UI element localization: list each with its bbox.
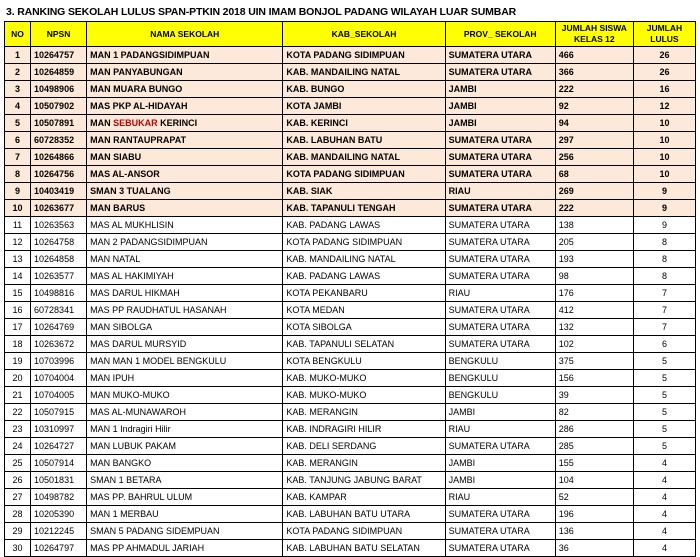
cell-prov-sekolah: SUMATERA UTARA — [445, 217, 555, 234]
cell-jumlah-siswa: 222 — [555, 81, 633, 98]
cell-jumlah-lulus: 5 — [633, 438, 695, 455]
cell-no: 3 — [5, 81, 31, 98]
cell-prov-sekolah: JAMBI — [445, 404, 555, 421]
table-row — [5, 353, 696, 370]
cell-no: 23 — [5, 421, 31, 438]
table-row — [5, 47, 696, 64]
cell-no: 30 — [5, 540, 31, 557]
cell-jumlah-siswa: 132 — [555, 319, 633, 336]
cell-npsn: 10498782 — [31, 489, 87, 506]
nama-highlighted-word: SEBUKAR — [113, 117, 158, 128]
cell-prov-sekolah: SUMATERA UTARA — [445, 251, 555, 268]
table-row — [5, 404, 696, 421]
column-header-prov-sekolah: PROV_ SEKOLAH — [445, 22, 555, 47]
cell-nama-sekolah: MAS AL-ANSOR — [87, 166, 283, 183]
column-header-no: NO — [5, 22, 31, 47]
cell-prov-sekolah: JAMBI — [445, 455, 555, 472]
cell-nama-sekolah: MAS AL MUKHLISIN — [87, 217, 283, 234]
cell-kab-sekolah: KAB. KERINCI — [283, 115, 445, 132]
cell-jumlah-lulus: 12 — [633, 98, 695, 115]
table-row — [5, 319, 696, 336]
jumlah-lulus-line1: JUMLAH — [646, 23, 683, 33]
cell-npsn: 10498906 — [31, 81, 87, 98]
cell-npsn: 60728341 — [31, 302, 87, 319]
cell-prov-sekolah: SUMATERA UTARA — [445, 506, 555, 523]
table-row — [5, 98, 696, 115]
cell-prov-sekolah: JAMBI — [445, 472, 555, 489]
cell-nama-sekolah: MAN 1 Indragiri Hilir — [87, 421, 283, 438]
cell-prov-sekolah: JAMBI — [445, 98, 555, 115]
cell-no: 8 — [5, 166, 31, 183]
table-row — [5, 421, 696, 438]
cell-kab-sekolah: KOTA MEDAN — [283, 302, 445, 319]
cell-prov-sekolah: BENGKULU — [445, 387, 555, 404]
cell-npsn: 10263677 — [31, 200, 87, 217]
cell-jumlah-lulus: 10 — [633, 132, 695, 149]
cell-nama-sekolah: MAN PANYABUNGAN — [87, 64, 283, 81]
cell-kab-sekolah: KAB. INDRAGIRI HILIR — [283, 421, 445, 438]
cell-no: 24 — [5, 438, 31, 455]
cell-nama-sekolah — [87, 115, 283, 132]
cell-kab-sekolah: KAB. MANDAILING NATAL — [283, 251, 445, 268]
cell-npsn: 10507914 — [31, 455, 87, 472]
jumlah-lulus-line2: LULUS — [650, 34, 679, 44]
cell-nama-sekolah: MAN 1 MERBAU — [87, 506, 283, 523]
cell-no: 7 — [5, 149, 31, 166]
cell-kab-sekolah: KAB. TAPANULI SELATAN — [283, 336, 445, 353]
cell-no: 14 — [5, 268, 31, 285]
table-row — [5, 540, 696, 557]
cell-nama-sekolah: MAS PKP AL-HIDAYAH — [87, 98, 283, 115]
cell-nama-sekolah: MAS PP RAUDHATUL HASANAH — [87, 302, 283, 319]
cell-prov-sekolah: RIAU — [445, 183, 555, 200]
cell-npsn: 10703996 — [31, 353, 87, 370]
cell-kab-sekolah: KOTA PADANG SIDIMPUAN — [283, 166, 445, 183]
cell-npsn: 10704005 — [31, 387, 87, 404]
cell-kab-sekolah: KAB. PADANG LAWAS — [283, 217, 445, 234]
cell-jumlah-siswa: 155 — [555, 455, 633, 472]
cell-kab-sekolah: KAB. MERANGIN — [283, 404, 445, 421]
cell-kab-sekolah: KAB. MUKO-MUKO — [283, 387, 445, 404]
cell-npsn: 10205390 — [31, 506, 87, 523]
table-row — [5, 370, 696, 387]
cell-prov-sekolah: SUMATERA UTARA — [445, 64, 555, 81]
cell-jumlah-lulus: 8 — [633, 251, 695, 268]
cell-jumlah-lulus: 10 — [633, 115, 695, 132]
cell-prov-sekolah: SUMATERA UTARA — [445, 302, 555, 319]
cell-prov-sekolah: SUMATERA UTARA — [445, 336, 555, 353]
cell-npsn: 10403419 — [31, 183, 87, 200]
cell-nama-sekolah: MAN SIBOLGA — [87, 319, 283, 336]
cell-nama-sekolah: MAS PP AHMADUL JARIAH — [87, 540, 283, 557]
cell-jumlah-siswa: 102 — [555, 336, 633, 353]
cell-jumlah-siswa: 98 — [555, 268, 633, 285]
cell-prov-sekolah: JAMBI — [445, 81, 555, 98]
cell-jumlah-lulus: 4 — [633, 455, 695, 472]
table-row — [5, 251, 696, 268]
cell-jumlah-lulus: 8 — [633, 268, 695, 285]
table-row — [5, 438, 696, 455]
table-row — [5, 132, 696, 149]
cell-jumlah-lulus: 7 — [633, 319, 695, 336]
cell-npsn: 10507902 — [31, 98, 87, 115]
cell-jumlah-siswa: 136 — [555, 523, 633, 540]
cell-nama-sekolah: MAN LUBUK PAKAM — [87, 438, 283, 455]
cell-no: 15 — [5, 285, 31, 302]
table-row — [5, 81, 696, 98]
cell-jumlah-lulus: 9 — [633, 183, 695, 200]
cell-npsn: 10264859 — [31, 64, 87, 81]
cell-jumlah-lulus: 5 — [633, 353, 695, 370]
cell-jumlah-siswa: 286 — [555, 421, 633, 438]
cell-kab-sekolah: KOTA JAMBI — [283, 98, 445, 115]
cell-npsn: 10264866 — [31, 149, 87, 166]
table-row — [5, 200, 696, 217]
cell-npsn: 10263563 — [31, 217, 87, 234]
ranking-table — [4, 21, 696, 557]
cell-jumlah-lulus: 7 — [633, 285, 695, 302]
column-header-kab-sekolah: KAB_SEKOLAH — [283, 22, 445, 47]
cell-prov-sekolah: BENGKULU — [445, 353, 555, 370]
cell-npsn: 10264758 — [31, 234, 87, 251]
cell-no: 28 — [5, 506, 31, 523]
table-header — [5, 22, 696, 47]
jumlah-siswa-line2: KELAS 12 — [574, 34, 615, 44]
cell-nama-sekolah: MAS AL-MUNAWAROH — [87, 404, 283, 421]
cell-no: 21 — [5, 387, 31, 404]
cell-no: 26 — [5, 472, 31, 489]
cell-no: 29 — [5, 523, 31, 540]
cell-npsn: 60728352 — [31, 132, 87, 149]
cell-no: 9 — [5, 183, 31, 200]
table-row — [5, 387, 696, 404]
cell-kab-sekolah: KAB. TANJUNG JABUNG BARAT — [283, 472, 445, 489]
cell-npsn: 10501831 — [31, 472, 87, 489]
cell-jumlah-lulus: 8 — [633, 234, 695, 251]
cell-no: 1 — [5, 47, 31, 64]
cell-nama-sekolah: MAN MUARA BUNGO — [87, 81, 283, 98]
cell-jumlah-lulus: 9 — [633, 217, 695, 234]
cell-nama-sekolah: SMAN 5 PADANG SIDEMPUAN — [87, 523, 283, 540]
cell-jumlah-siswa: 205 — [555, 234, 633, 251]
cell-no: 11 — [5, 217, 31, 234]
table-row — [5, 64, 696, 81]
cell-prov-sekolah: SUMATERA UTARA — [445, 132, 555, 149]
cell-jumlah-siswa: 39 — [555, 387, 633, 404]
cell-jumlah-siswa: 92 — [555, 98, 633, 115]
table-row — [5, 285, 696, 302]
table-row — [5, 455, 696, 472]
cell-nama-sekolah: MAN IPUH — [87, 370, 283, 387]
cell-nama-sekolah: MAN 1 PADANGSIDIMPUAN — [87, 47, 283, 64]
table-row — [5, 506, 696, 523]
cell-kab-sekolah: KAB. MANDAILING NATAL — [283, 149, 445, 166]
cell-kab-sekolah: KAB. KAMPAR — [283, 489, 445, 506]
cell-jumlah-lulus: 5 — [633, 370, 695, 387]
jumlah-siswa-line1: JUMLAH SISWA — [561, 23, 627, 33]
cell-nama-sekolah: MAN MAN 1 MODEL BENGKULU — [87, 353, 283, 370]
cell-prov-sekolah: JAMBI — [445, 115, 555, 132]
cell-kab-sekolah: KOTA PEKANBARU — [283, 285, 445, 302]
table-row — [5, 336, 696, 353]
table-body — [5, 47, 696, 557]
cell-npsn: 10264757 — [31, 47, 87, 64]
nama-prefix: MAN — [90, 117, 114, 128]
cell-nama-sekolah: SMAN 3 TUALANG — [87, 183, 283, 200]
cell-jumlah-lulus: 10 — [633, 166, 695, 183]
cell-jumlah-siswa: 52 — [555, 489, 633, 506]
cell-jumlah-lulus: 4 — [633, 472, 695, 489]
cell-prov-sekolah: RIAU — [445, 489, 555, 506]
cell-npsn: 10704004 — [31, 370, 87, 387]
column-header-jumlah-lulus — [633, 22, 695, 47]
cell-no: 10 — [5, 200, 31, 217]
cell-kab-sekolah: KOTA BENGKULU — [283, 353, 445, 370]
cell-npsn: 10507915 — [31, 404, 87, 421]
cell-no: 2 — [5, 64, 31, 81]
table-row — [5, 268, 696, 285]
cell-jumlah-siswa: 82 — [555, 404, 633, 421]
cell-jumlah-lulus: 4 — [633, 523, 695, 540]
cell-prov-sekolah: SUMATERA UTARA — [445, 47, 555, 64]
cell-jumlah-siswa: 285 — [555, 438, 633, 455]
table-header-row — [5, 22, 696, 47]
column-header-npsn: NPSN — [31, 22, 87, 47]
cell-no: 20 — [5, 370, 31, 387]
cell-jumlah-siswa: 193 — [555, 251, 633, 268]
table-row — [5, 183, 696, 200]
cell-prov-sekolah: SUMATERA UTARA — [445, 523, 555, 540]
cell-jumlah-siswa: 222 — [555, 200, 633, 217]
cell-npsn: 10264858 — [31, 251, 87, 268]
cell-jumlah-lulus: 16 — [633, 81, 695, 98]
cell-prov-sekolah: RIAU — [445, 285, 555, 302]
cell-npsn: 10263672 — [31, 336, 87, 353]
cell-npsn: 10263577 — [31, 268, 87, 285]
cell-no: 19 — [5, 353, 31, 370]
cell-prov-sekolah: SUMATERA UTARA — [445, 319, 555, 336]
page-title: 3. RANKING SEKOLAH LULUS SPAN-PTKIN 2018 UIN IMAM BONJOL PADANG WILAYAH LUAR SUMBAR — [6, 6, 517, 18]
cell-npsn: 10498816 — [31, 285, 87, 302]
cell-jumlah-siswa: 94 — [555, 115, 633, 132]
cell-jumlah-siswa: 196 — [555, 506, 633, 523]
table-row — [5, 217, 696, 234]
cell-no: 5 — [5, 115, 31, 132]
cell-jumlah-lulus: 26 — [633, 47, 695, 64]
table-row — [5, 523, 696, 540]
cell-jumlah-siswa: 366 — [555, 64, 633, 81]
cell-kab-sekolah: KAB. MANDAILING NATAL — [283, 64, 445, 81]
cell-kab-sekolah: KOTA PADANG SIDIMPUAN — [283, 47, 445, 64]
cell-kab-sekolah: KAB. SIAK — [283, 183, 445, 200]
cell-nama-sekolah: MAS AL HAKIMIYAH — [87, 268, 283, 285]
cell-kab-sekolah: KAB. PADANG LAWAS — [283, 268, 445, 285]
column-header-nama-sekolah: NAMA SEKOLAH — [87, 22, 283, 47]
cell-nama-sekolah: MAN RANTAUPRAPAT — [87, 132, 283, 149]
cell-kab-sekolah: KOTA PADANG SIDIMPUAN — [283, 234, 445, 251]
cell-npsn: 10264756 — [31, 166, 87, 183]
cell-kab-sekolah: KAB. BUNGO — [283, 81, 445, 98]
cell-no: 6 — [5, 132, 31, 149]
cell-no: 22 — [5, 404, 31, 421]
table-row — [5, 472, 696, 489]
cell-npsn: 10264727 — [31, 438, 87, 455]
cell-jumlah-lulus: 5 — [633, 387, 695, 404]
cell-jumlah-lulus: 26 — [633, 64, 695, 81]
cell-nama-sekolah: SMAN 1 BETARA — [87, 472, 283, 489]
cell-kab-sekolah: KAB. MERANGIN — [283, 455, 445, 472]
cell-jumlah-siswa: 138 — [555, 217, 633, 234]
cell-nama-sekolah: MAS DARUL MURSYID — [87, 336, 283, 353]
cell-nama-sekolah: MAN BARUS — [87, 200, 283, 217]
cell-no: 4 — [5, 98, 31, 115]
cell-jumlah-siswa: 104 — [555, 472, 633, 489]
cell-no: 18 — [5, 336, 31, 353]
cell-kab-sekolah: KAB. MUKO-MUKO — [283, 370, 445, 387]
cell-jumlah-siswa: 375 — [555, 353, 633, 370]
cell-prov-sekolah: RIAU — [445, 421, 555, 438]
cell-nama-sekolah: MAS DARUL HIKMAH — [87, 285, 283, 302]
cell-jumlah-lulus: 6 — [633, 336, 695, 353]
cell-kab-sekolah: KAB. TAPANULI TENGAH — [283, 200, 445, 217]
cell-no: 13 — [5, 251, 31, 268]
cell-prov-sekolah: BENGKULU — [445, 370, 555, 387]
cell-npsn: 10264769 — [31, 319, 87, 336]
cell-prov-sekolah: SUMATERA UTARA — [445, 166, 555, 183]
cell-jumlah-siswa: 68 — [555, 166, 633, 183]
table-row — [5, 234, 696, 251]
cell-nama-sekolah: MAN NATAL — [87, 251, 283, 268]
cell-jumlah-lulus: 7 — [633, 302, 695, 319]
table-row — [5, 489, 696, 506]
cell-no: 17 — [5, 319, 31, 336]
cell-npsn: 10264797 — [31, 540, 87, 557]
cell-kab-sekolah: KAB. LABUHAN BATU SELATAN — [283, 540, 445, 557]
cell-jumlah-siswa: 36 — [555, 540, 633, 557]
table-row — [5, 149, 696, 166]
cell-prov-sekolah: SUMATERA UTARA — [445, 149, 555, 166]
cell-nama-sekolah: MAN BANGKO — [87, 455, 283, 472]
cell-jumlah-lulus: 10 — [633, 149, 695, 166]
cell-nama-sekolah: MAN 2 PADANGSIDIMPUAN — [87, 234, 283, 251]
cell-npsn: 10310997 — [31, 421, 87, 438]
cell-kab-sekolah: KAB. LABUHAN BATU UTARA — [283, 506, 445, 523]
cell-jumlah-siswa: 269 — [555, 183, 633, 200]
table-row — [5, 166, 696, 183]
cell-npsn: 10212245 — [31, 523, 87, 540]
cell-nama-sekolah: MAN MUKO-MUKO — [87, 387, 283, 404]
nama-suffix: KERINCI — [157, 117, 198, 128]
cell-kab-sekolah: KOTA SIBOLGA — [283, 319, 445, 336]
cell-jumlah-lulus: 4 — [633, 506, 695, 523]
cell-no: 27 — [5, 489, 31, 506]
cell-prov-sekolah: SUMATERA UTARA — [445, 438, 555, 455]
cell-jumlah-lulus: 5 — [633, 404, 695, 421]
cell-kab-sekolah: KAB. DELI SERDANG — [283, 438, 445, 455]
cell-prov-sekolah: SUMATERA UTARA — [445, 540, 555, 557]
cell-no: 16 — [5, 302, 31, 319]
cell-npsn: 10507891 — [31, 115, 87, 132]
cell-kab-sekolah: KAB. LABUHAN BATU — [283, 132, 445, 149]
cell-prov-sekolah: SUMATERA UTARA — [445, 268, 555, 285]
cell-jumlah-siswa: 256 — [555, 149, 633, 166]
cell-nama-sekolah: MAS PP. BAHRUL ULUM — [87, 489, 283, 506]
cell-prov-sekolah: SUMATERA UTARA — [445, 234, 555, 251]
cell-no: 12 — [5, 234, 31, 251]
cell-prov-sekolah: SUMATERA UTARA — [445, 200, 555, 217]
column-header-jumlah-siswa — [555, 22, 633, 47]
cell-kab-sekolah: KOTA PADANG SIDIMPUAN — [283, 523, 445, 540]
cell-nama-sekolah: MAN SIABU — [87, 149, 283, 166]
cell-jumlah-siswa: 297 — [555, 132, 633, 149]
table-row — [5, 302, 696, 319]
cell-jumlah-lulus: 9 — [633, 200, 695, 217]
cell-jumlah-siswa: 156 — [555, 370, 633, 387]
cell-jumlah-lulus: 4 — [633, 489, 695, 506]
cell-jumlah-siswa: 176 — [555, 285, 633, 302]
table-row — [5, 115, 696, 132]
cell-jumlah-lulus: 4 — [633, 540, 695, 557]
cell-no: 25 — [5, 455, 31, 472]
cell-jumlah-siswa: 412 — [555, 302, 633, 319]
cell-jumlah-lulus: 5 — [633, 421, 695, 438]
cell-jumlah-siswa: 466 — [555, 47, 633, 64]
